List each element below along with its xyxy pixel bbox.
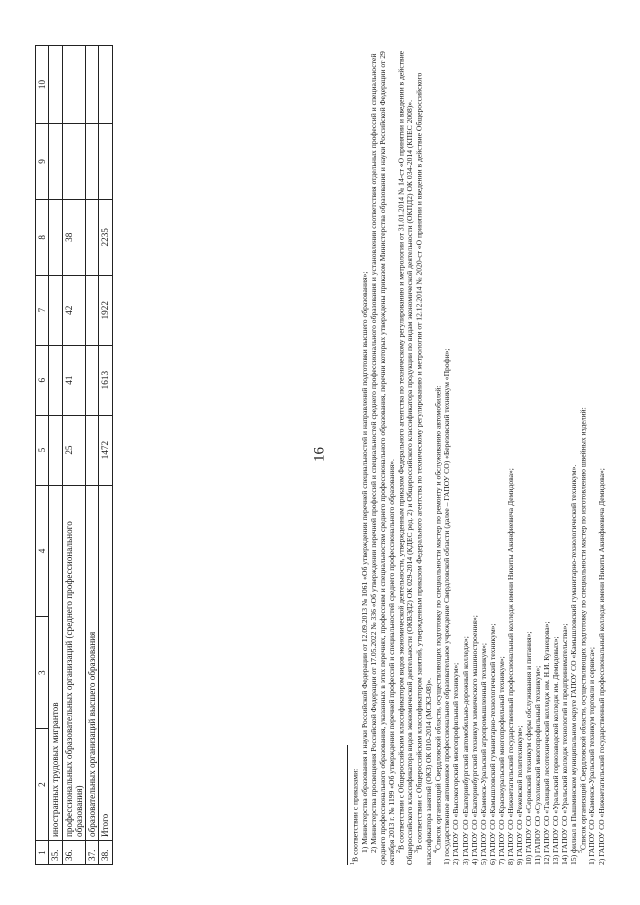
cell-value xyxy=(86,415,99,485)
cell-value xyxy=(49,415,62,485)
header-cell: 7 xyxy=(36,275,49,345)
list-item: 9) ГАПОУ СО «Режевской политехникум»; xyxy=(514,725,524,865)
header-cell: 4 xyxy=(36,485,49,617)
page-number: 16 xyxy=(311,447,328,462)
footnote-1-item: 2) Министерства просвещения Российской Федерации от 17.05.2022 № 336 «Об утверждении перечней профессий и специальностей среднего профессионального образования и установлении соответствия отдельных профессий и специальностей среднего профессионального образования, указанных в этих перечнях, профессиям и специальностям среднего профессионального образования, перечни которых утверждены приказом Министерства образования и науки Российской Федерации от 29 октября 2013 г. № 1199 «Об утверждении перечней профессий и специальностей среднего профессионального образования». xyxy=(368,51,396,865)
header-cell: 1 xyxy=(36,841,49,865)
header-cell: 2 xyxy=(36,729,49,841)
cell-value xyxy=(86,123,99,199)
row-label: Итого xyxy=(99,485,112,841)
list-item: 4) ГАПОУ СО «Екатеринбургский техникум химического машиностроения»; xyxy=(469,615,479,865)
list-item: 11) ГАПОУ СО «Сухоложский многопрофильный техникум»; xyxy=(532,665,542,865)
list-item: 7) ГАПОУ СО «Красноуральский многопрофильный техникум»; xyxy=(496,656,506,865)
list-item: 1) ГАПОУ СО «Каменск-Уральский техникум торговли и сервиса»; xyxy=(587,646,597,865)
cell-value xyxy=(99,46,112,124)
cell-value xyxy=(49,123,62,199)
header-cell: 8 xyxy=(36,199,49,275)
list-item: 1) государственное автономное профессиональное образовательное учреждение Свердловской области (далее – ГАПОУ СО) «Березовский техникум «Профи»; xyxy=(442,348,452,865)
footnote-3: $^3$В соответствии с Общероссийским классификатором занятий, утвержденным приказом Федерального агентства по техническому регулированию и метрологии от 12.12.2014 № 2020-ст «О принятии и введении в действие Общероссийского классификатора занятий (ОКЗ) ОК 010-2014 (МСКЗ-08)». xyxy=(414,72,433,865)
cell-value: 2235 xyxy=(99,199,112,275)
statistics-table xyxy=(35,45,113,865)
cell-value: 38 xyxy=(62,199,86,275)
list-item: 3) ГАПОУ СО «Екатеринбургский автомобильно-дорожный колледж»; xyxy=(460,636,470,865)
cell-value xyxy=(49,46,62,124)
list-item: 5) ГАПОУ СО «Каменск-Уральский агропромышленный техникум»; xyxy=(478,643,488,865)
cell-value: 1922 xyxy=(99,275,112,345)
list-item: 14) ГАПОУ СО «Уральский колледж технологий и предпринимательства»; xyxy=(559,623,569,865)
cell-value: 1472 xyxy=(99,415,112,485)
cell-value xyxy=(62,46,86,124)
cell-value xyxy=(86,275,99,345)
footnote-1-item: 1) Министерства образования и науки Российской Федерации от 12.09.2013 № 1061 «Об утверждении перечней специальностей и направлений подготовки высшего образования»; xyxy=(359,271,369,853)
footnote-separator xyxy=(347,745,348,865)
row-label: образовательных организаций высшего образования xyxy=(86,485,99,841)
list-item: 2) ГАПОУ СО «Высокогорский многопрофильный техникум»; xyxy=(451,662,461,865)
header-cell: 10 xyxy=(36,46,49,124)
row-number: 37. xyxy=(86,841,99,865)
footnote-4-intro: $^4$Список организаций Свердловской области, осуществляющих подготовку по специальности мастер по ремонту и обслуживанию автомобилей: xyxy=(432,385,443,853)
header-cell: 9 xyxy=(36,123,49,199)
row-label: иностранных трудовых мигрантов xyxy=(49,485,62,841)
cell-value xyxy=(49,199,62,275)
cell-value xyxy=(86,46,99,124)
footnote-5-intro: $^5$Список организаций Свердловской области, осуществляющих подготовку по специальности мастер по изготовлению швейных изделий: xyxy=(577,407,588,853)
cell-value: 25 xyxy=(62,415,86,485)
cell-value: 42 xyxy=(62,275,86,345)
footnotes xyxy=(347,45,606,865)
row-number: 35. xyxy=(49,841,62,865)
table-row xyxy=(49,46,62,865)
header-cell: 6 xyxy=(36,345,49,415)
header-cell: 5 xyxy=(36,415,49,485)
row-number: 36. xyxy=(62,841,86,865)
table-row-total xyxy=(99,46,112,865)
cell-value xyxy=(99,123,112,199)
row-number: 38. xyxy=(99,841,112,865)
rotated-content xyxy=(35,45,606,865)
table-header-row xyxy=(36,46,49,865)
list-item: 10) ГАПОУ СО «Серовский техникум сферы обслуживания и питания»; xyxy=(523,631,533,865)
list-item: 8) ГАПОУ СО «Нижнетагильский государственный профессиональный колледж имени Никиты Акинфиевича Демидова»; xyxy=(505,468,515,865)
list-item: 12) ГАПОУ СО «Талицкий лесотехнический колледж им. Н.И. Кузнецова»; xyxy=(541,621,551,865)
footnote-1-intro: $^1$В соответствии с приказами: xyxy=(350,768,360,865)
cell-value xyxy=(49,275,62,345)
list-item: 2) ГАПОУ СО «Нижнетагильский государственный профессиональный колледж имени Никиты Акинфиевича Демидова»; xyxy=(596,468,606,865)
cell-value xyxy=(62,123,86,199)
list-item: 15) филиал в Пышминском муниципальном округе ГАПОУ СО «Камышловский гуманитарно-технологический техникум». xyxy=(568,464,578,865)
cell-value: 41 xyxy=(62,345,86,415)
footnote-2: $^2$В соответствии с Общероссийским классификатором видов экономической деятельности, утвержденным приказом Федерального агентства по техническому регулированию и метрологии от 31.01.2014 № 14-ст «О принятии и введении в действие Общероссийского классификатора видов экономической деятельности (ОКВЭД2) ОК 029-2014 (КДЕС ред. 2) и Общероссийского классификатора продукции по видам экономической деятельности (ОКПД2) ОК 034-2014 (КПЕС 2008)». xyxy=(395,50,415,865)
cell-value: 1613 xyxy=(99,345,112,415)
cell-value xyxy=(86,345,99,415)
table-row xyxy=(62,46,86,865)
table-row xyxy=(86,46,99,865)
list-item: 6) ГАПОУ СО «Камышловский гуманитарно-технологический техникум»; xyxy=(487,623,497,865)
list-item: 13) ГАПОУ СО «Уральский горнозаводской колледж им. Демидовых»; xyxy=(550,636,560,865)
cell-value xyxy=(86,199,99,275)
cell-value xyxy=(49,345,62,415)
header-cell: 3 xyxy=(36,617,49,729)
row-label: профессиональных образовательных организаций (среднего профессионального образования) xyxy=(62,485,86,841)
